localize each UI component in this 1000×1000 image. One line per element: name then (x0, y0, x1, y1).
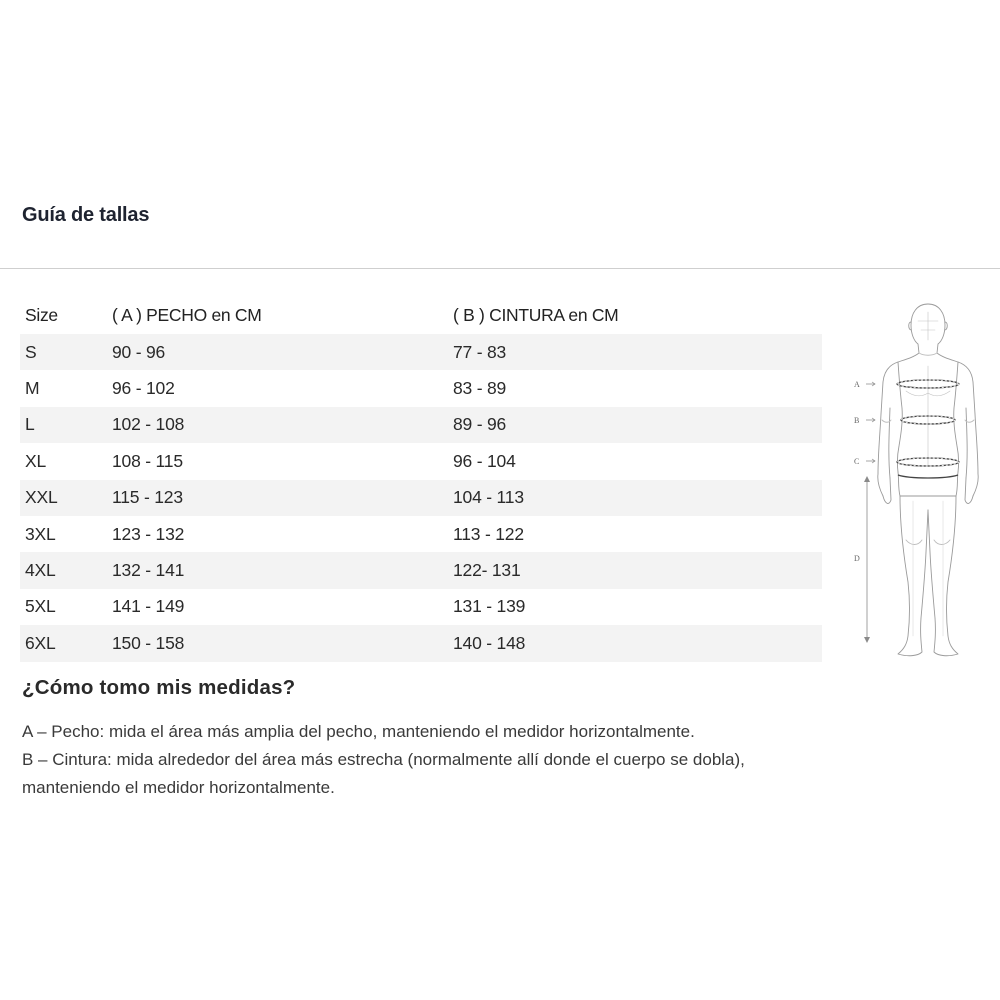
cell-size: 3XL (20, 516, 107, 552)
cell-pecho: 96 - 102 (107, 370, 448, 406)
table-row (20, 407, 822, 443)
cell-pecho: 141 - 149 (107, 589, 448, 625)
figure-label-a: A (854, 380, 860, 389)
cell-size: XXL (20, 480, 107, 516)
cell-size: 4XL (20, 552, 107, 588)
cell-size: L (20, 407, 107, 443)
cell-pecho: 102 - 108 (107, 407, 448, 443)
figure-label-b: B (854, 416, 860, 425)
table-row (20, 370, 822, 406)
table-row (20, 516, 822, 552)
cell-cintura: 131 - 139 (448, 589, 822, 625)
header-cintura: ( B ) CINTURA en CM (453, 305, 619, 325)
table-row (20, 589, 822, 625)
table-row (20, 625, 822, 661)
figure-label-c: C (854, 457, 860, 466)
table-row (20, 552, 822, 588)
body-measurement-figure (848, 296, 988, 666)
table-row (20, 443, 822, 479)
measure-instructions (22, 718, 822, 802)
size-guide-title: Guía de tallas (22, 204, 150, 226)
instruction-pecho: A – Pecho: mida el área más amplia del pecho, manteniendo el medidor horizontalmente. (22, 722, 695, 741)
how-to-measure-title: ¿Cómo tomo mis medidas? (22, 676, 296, 699)
cell-cintura: 104 - 113 (448, 480, 822, 516)
cell-size: M (20, 370, 107, 406)
cell-size: 6XL (20, 625, 107, 661)
cell-cintura: 83 - 89 (448, 370, 822, 406)
header-pecho: ( A ) PECHO en CM (112, 305, 262, 325)
cell-cintura: 140 - 148 (448, 625, 822, 661)
figure-label-d: D (854, 554, 860, 563)
table-header-row (20, 297, 822, 334)
header-size: Size (25, 305, 58, 325)
cell-size: 5XL (20, 589, 107, 625)
inseam-start-line (898, 475, 958, 478)
cell-pecho: 150 - 158 (107, 625, 448, 661)
cell-cintura: 96 - 104 (448, 443, 822, 479)
cell-pecho: 90 - 96 (107, 334, 448, 370)
cell-cintura: 122- 131 (448, 552, 822, 588)
cell-size: S (20, 334, 107, 370)
cell-size: XL (20, 443, 107, 479)
cell-pecho: 115 - 123 (107, 480, 448, 516)
table-row (20, 480, 822, 516)
cell-cintura: 89 - 96 (448, 407, 822, 443)
figure-outline-right (928, 304, 978, 496)
cell-pecho: 123 - 132 (107, 516, 448, 552)
instruction-cintura: B – Cintura: mida alrededor del área más estrecha (normalmente allí donde el cuerpo se dobla), manteniendo el medidor horizontalmente. (22, 750, 745, 797)
size-table (20, 297, 822, 662)
cell-cintura: 113 - 122 (448, 516, 822, 552)
cell-pecho: 132 - 141 (107, 552, 448, 588)
cell-cintura: 77 - 83 (448, 334, 822, 370)
header-divider (0, 268, 1000, 269)
table-row (20, 334, 822, 370)
figure-outline-left (878, 304, 928, 496)
cell-pecho: 108 - 115 (107, 443, 448, 479)
